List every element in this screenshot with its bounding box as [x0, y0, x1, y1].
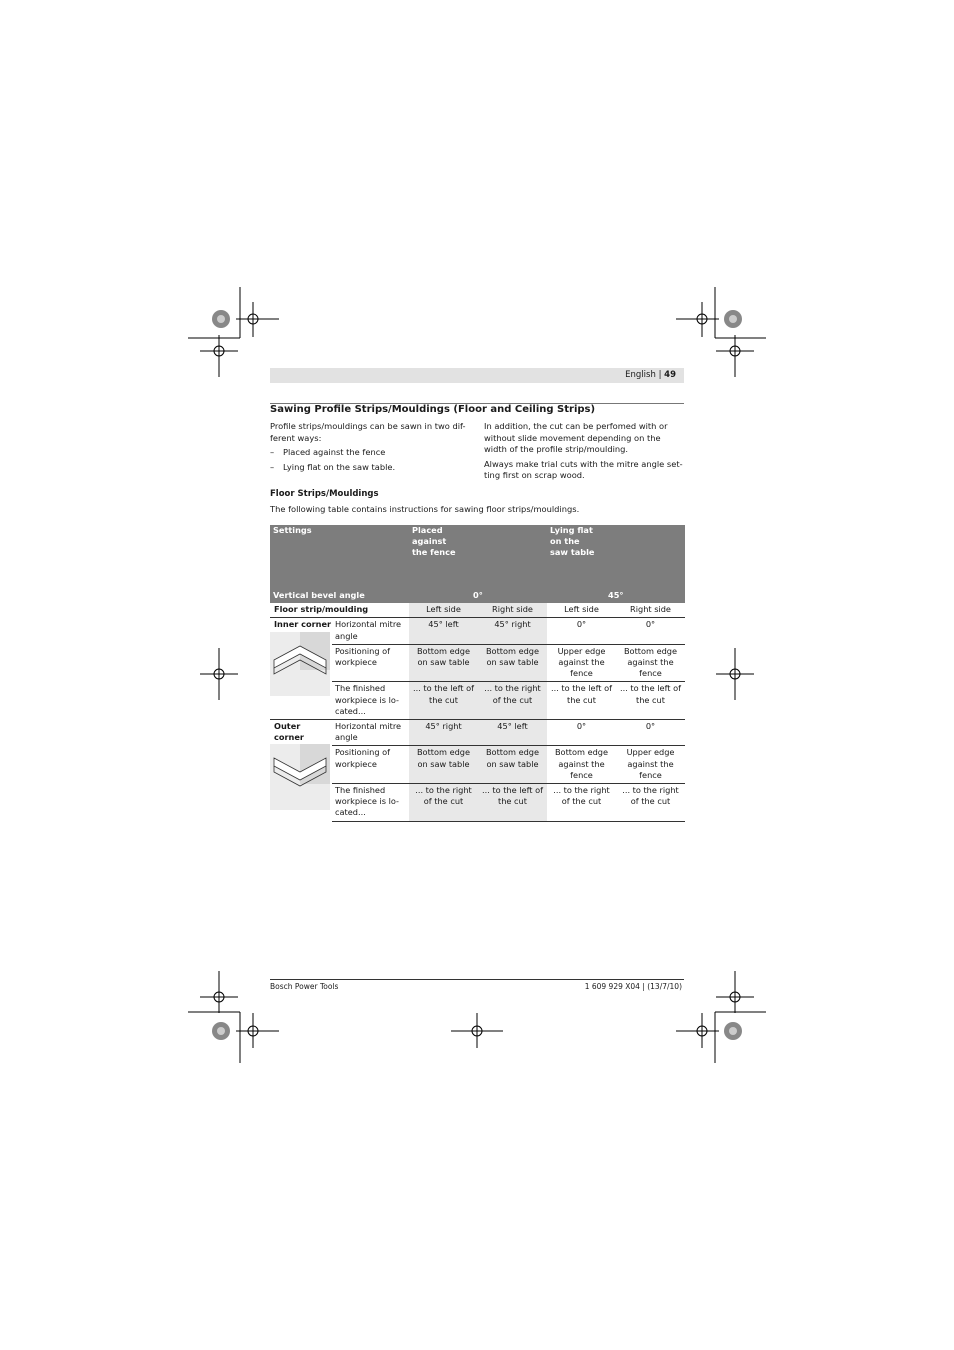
- table-cell: [478, 784, 547, 822]
- cell-line: ... to the right: [415, 785, 472, 796]
- cell-line: ... to the right: [484, 683, 541, 694]
- cell-line: against the: [558, 657, 605, 668]
- cell-line: Bottom edge: [485, 645, 540, 656]
- cell-line: Upper edge: [557, 645, 606, 656]
- cell-line: ... to the right: [622, 785, 679, 796]
- line: without slide movement depending on the: [484, 432, 661, 443]
- cell-line: Bottom edge: [416, 645, 471, 656]
- label-line: angle: [335, 732, 358, 743]
- settings-header: Settings: [270, 525, 409, 589]
- header-line: Lying flat: [550, 525, 593, 535]
- line: In addition, the cut can be perfomed with or: [484, 421, 668, 431]
- settings-table: [270, 525, 685, 822]
- table-row: [270, 746, 685, 784]
- cell-line: of the cut: [561, 796, 602, 807]
- cell-line: the cut: [498, 796, 527, 807]
- table-cell: 45° right: [478, 618, 547, 644]
- table-row: [270, 682, 685, 720]
- cell-line: fence: [639, 769, 662, 780]
- header-line: saw table: [550, 547, 595, 558]
- cell-line: fence: [570, 769, 593, 780]
- cell-line: of the cut: [630, 796, 671, 807]
- line: width of the profile strip/moulding.: [484, 444, 629, 454]
- cell-line: ... to the left of: [481, 785, 544, 796]
- inner-corner-icon: [270, 632, 330, 696]
- table-cell: [547, 784, 616, 822]
- footer-rule: [270, 979, 684, 980]
- table-cell: [547, 644, 616, 682]
- side-label: Right side: [630, 604, 671, 615]
- label-line: The finished: [335, 683, 386, 694]
- table-cell: [616, 644, 685, 682]
- table-cell: 45° left: [478, 720, 547, 746]
- intro-line: Profile strips/mouldings can be sawn in two dif-: [270, 421, 466, 431]
- table-cell: [409, 784, 478, 822]
- row-label: [332, 720, 409, 746]
- table-cell: [409, 746, 478, 784]
- inner-corner-label: Inner corner: [274, 619, 332, 630]
- label-line: workpiece: [335, 758, 377, 769]
- label-line: Positioning of: [335, 645, 391, 656]
- label-line: workpiece is lo-: [335, 796, 399, 807]
- vertical-bevel-label: Vertical bevel angle: [270, 589, 409, 603]
- outer-corner-icon: [270, 744, 330, 810]
- subsection-title: Floor Strips/Mouldings: [270, 489, 379, 499]
- intro-paragraph: [270, 421, 475, 444]
- floor-strip-label: Floor strip/moulding: [274, 604, 369, 615]
- bevel-angle-row: [270, 589, 685, 603]
- label-line: Horizontal mitre: [335, 619, 402, 630]
- table-cell: [616, 682, 685, 720]
- row-label: [332, 682, 409, 720]
- inner-corner-cell: [270, 618, 332, 720]
- list-item-text: Placed against the fence: [283, 447, 386, 457]
- header-line: Placed: [412, 525, 443, 535]
- row-label: [332, 746, 409, 784]
- table-cell: 0°: [547, 618, 616, 644]
- cell-line: Upper edge: [626, 747, 675, 758]
- table-row: [270, 644, 685, 682]
- table-cell: 45° right: [409, 720, 478, 746]
- page-header: [270, 368, 684, 383]
- list-item: [270, 462, 475, 474]
- table-cell: 0°: [616, 720, 685, 746]
- line: ting first on scrap wood.: [484, 470, 585, 480]
- bevel-lying-value: 45°: [547, 589, 685, 603]
- cell-line: fence: [570, 668, 593, 679]
- row-label: [332, 784, 409, 822]
- cell-line: Bottom edge: [623, 645, 678, 656]
- cell-line: of the cut: [492, 694, 533, 705]
- cell-line: against the: [627, 758, 674, 769]
- bevel-placed-value: 0°: [409, 589, 547, 603]
- side-label: Right side: [478, 603, 547, 618]
- table-cell: [478, 682, 547, 720]
- cell-line: on saw table: [486, 657, 539, 668]
- footer-brand: Bosch Power Tools: [270, 982, 339, 991]
- label-line: workpiece: [335, 657, 377, 668]
- table-cell: 45° left: [409, 618, 478, 644]
- label-line: angle: [335, 630, 358, 641]
- outer-corner-cell: [270, 720, 332, 822]
- table-row: [270, 784, 685, 822]
- table-cell: [409, 644, 478, 682]
- left-column: [270, 421, 475, 476]
- cell-line: against the: [627, 657, 674, 668]
- cell-line: on saw table: [417, 758, 470, 769]
- label-line: corner: [274, 732, 304, 743]
- label-line: Horizontal mitre: [335, 721, 402, 732]
- header-line: on the: [550, 536, 580, 547]
- label-line: cated...: [335, 807, 366, 818]
- cell-line: the cut: [429, 694, 458, 705]
- cell-line: Bottom edge: [416, 747, 471, 758]
- placed-against-fence-header: [409, 525, 547, 589]
- table-cell: [409, 682, 478, 720]
- page-number: 49: [664, 370, 676, 380]
- label-line: cated...: [335, 705, 366, 716]
- label-line: workpiece is lo-: [335, 694, 399, 705]
- cell-line: on saw table: [486, 758, 539, 769]
- outer-corner-label: [274, 721, 332, 743]
- cell-line: Bottom edge: [485, 747, 540, 758]
- cell-line: of the cut: [423, 796, 464, 807]
- row-label: [332, 618, 409, 644]
- right-column: [484, 421, 689, 485]
- table-cell: [547, 746, 616, 784]
- table-cell: 0°: [616, 618, 685, 644]
- cell-line: the cut: [567, 694, 596, 705]
- label-line: Positioning of: [335, 747, 391, 758]
- line: Always make trial cuts with the mitre angle set-: [484, 458, 683, 469]
- paragraph: [484, 459, 689, 482]
- header-separator: |: [658, 370, 662, 380]
- side-label: Left side: [409, 603, 478, 618]
- table-cell: [547, 682, 616, 720]
- label-line: Outer: [274, 721, 301, 732]
- dash: –: [270, 447, 275, 457]
- table-cell: [616, 746, 685, 784]
- subsection-intro: The following table contains instructions for sawing floor strips/mouldings.: [270, 504, 580, 514]
- cell-line: the cut: [636, 694, 665, 705]
- cell-line: ... to the right: [553, 785, 610, 796]
- floor-strip-row: [270, 603, 685, 618]
- table-header-row: [270, 525, 685, 589]
- cell-line: ... to the left of: [550, 683, 613, 694]
- section-title: Sawing Profile Strips/Mouldings (Floor and Ceiling Strips): [270, 404, 596, 415]
- table-cell: [616, 784, 685, 822]
- cell-line: against the: [558, 758, 605, 769]
- table-cell: [478, 644, 547, 682]
- cell-line: ... to the left of: [619, 683, 682, 694]
- lying-flat-header: [547, 525, 685, 589]
- list-item-text: Lying flat on the saw table.: [283, 461, 396, 472]
- paragraph: [484, 421, 689, 456]
- cell-line: fence: [639, 668, 662, 679]
- cell-line: Bottom edge: [554, 747, 609, 758]
- side-label: Left side: [564, 604, 599, 615]
- row-label: [332, 644, 409, 682]
- header-line: the fence: [412, 547, 456, 558]
- table-cell: 0°: [547, 720, 616, 746]
- list-item: [270, 447, 475, 459]
- table-row: [270, 618, 685, 644]
- cell-line: on saw table: [417, 657, 470, 668]
- header-language: English: [625, 370, 656, 380]
- table-row: [270, 720, 685, 746]
- intro-line: ferent ways:: [270, 432, 322, 443]
- dash: –: [270, 461, 275, 472]
- label-line: The finished: [335, 785, 386, 796]
- footer-doc-number: 1 609 929 X04 | (13/7/10): [584, 982, 682, 991]
- table-cell: [478, 746, 547, 784]
- header-line: against: [412, 536, 447, 547]
- cell-line: ... to the left of: [412, 683, 475, 694]
